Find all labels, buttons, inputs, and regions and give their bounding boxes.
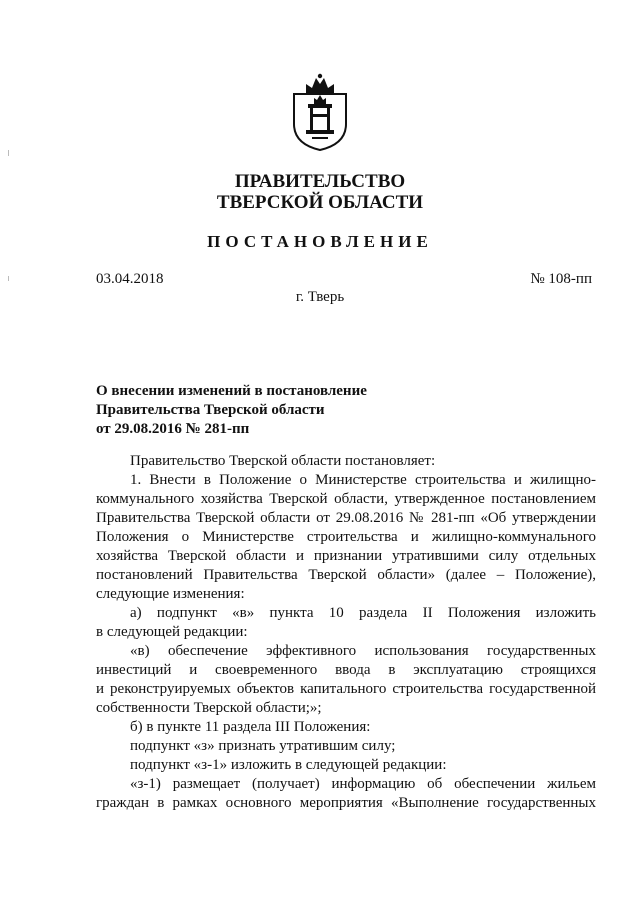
subject-line: от 29.08.2016 № 281-пп	[96, 421, 250, 437]
body-line: хозяйства Тверской области и признании утратившими силу отдельных	[96, 548, 596, 564]
body-line: 1. Внести в Положение о Министерстве строительства и жилищно-	[130, 472, 596, 488]
body-line: постановлений Правительства Тверской области» (далее – Положение),	[96, 567, 596, 583]
body-line: «в) обеспечение эффективного использования государственных	[130, 643, 596, 659]
government-title-line2: ТВЕРСКОЙ ОБЛАСТИ	[216, 192, 424, 213]
body-line: в следующей редакции:	[96, 624, 248, 640]
body-line: б) в пункте 11 раздела III Положения:	[130, 719, 371, 735]
document-city: г. Тверь	[295, 289, 345, 305]
body-line: инвестиций и своевременного ввода в эксплуатацию строящихся	[96, 662, 596, 678]
body-line: подпункт «з-1» изложить в следующей редакции:	[130, 757, 447, 773]
subject-line: Правительства Тверской области	[96, 402, 325, 418]
body-line: собственности Тверской области;»;	[96, 700, 322, 716]
body-line: коммунального хозяйства Тверской области, утвержденное постановлением	[96, 491, 596, 507]
body-line: Правительства Тверской области от 29.08.2016 № 281-пп «Об утверждении	[96, 510, 596, 526]
body-line: Правительство Тверской области постановляет:	[130, 453, 436, 469]
subject-line: О внесении изменений в постановление	[96, 383, 367, 399]
body-line: следующие изменения:	[96, 586, 245, 602]
coat-of-arms-emblem	[290, 72, 350, 152]
body-line: а) подпункт «в» пункта 10 раздела II Положения изложить	[130, 605, 596, 621]
scan-mark	[8, 276, 9, 281]
body-line: и реконструируемых объектов капитального строительства государственной	[96, 681, 596, 697]
body-line: граждан в рамках основного мероприятия «Выполнение государственных	[96, 795, 596, 811]
body-line: «з-1) размещает (получает) информацию об обеспечении жильем	[130, 776, 596, 792]
document-date: 03.04.2018	[96, 271, 164, 287]
body-line: подпункт «з» признать утратившим силу;	[130, 738, 396, 754]
document-type-title: ПОСТАНОВЛЕНИЕ	[207, 232, 433, 251]
document-number: № 108-пп	[530, 271, 592, 287]
government-title-line1: ПРАВИТЕЛЬСТВО	[234, 171, 406, 192]
scan-mark	[8, 150, 9, 156]
body-line: Положения о Министерстве строительства и жилищно-коммунального	[96, 529, 596, 545]
